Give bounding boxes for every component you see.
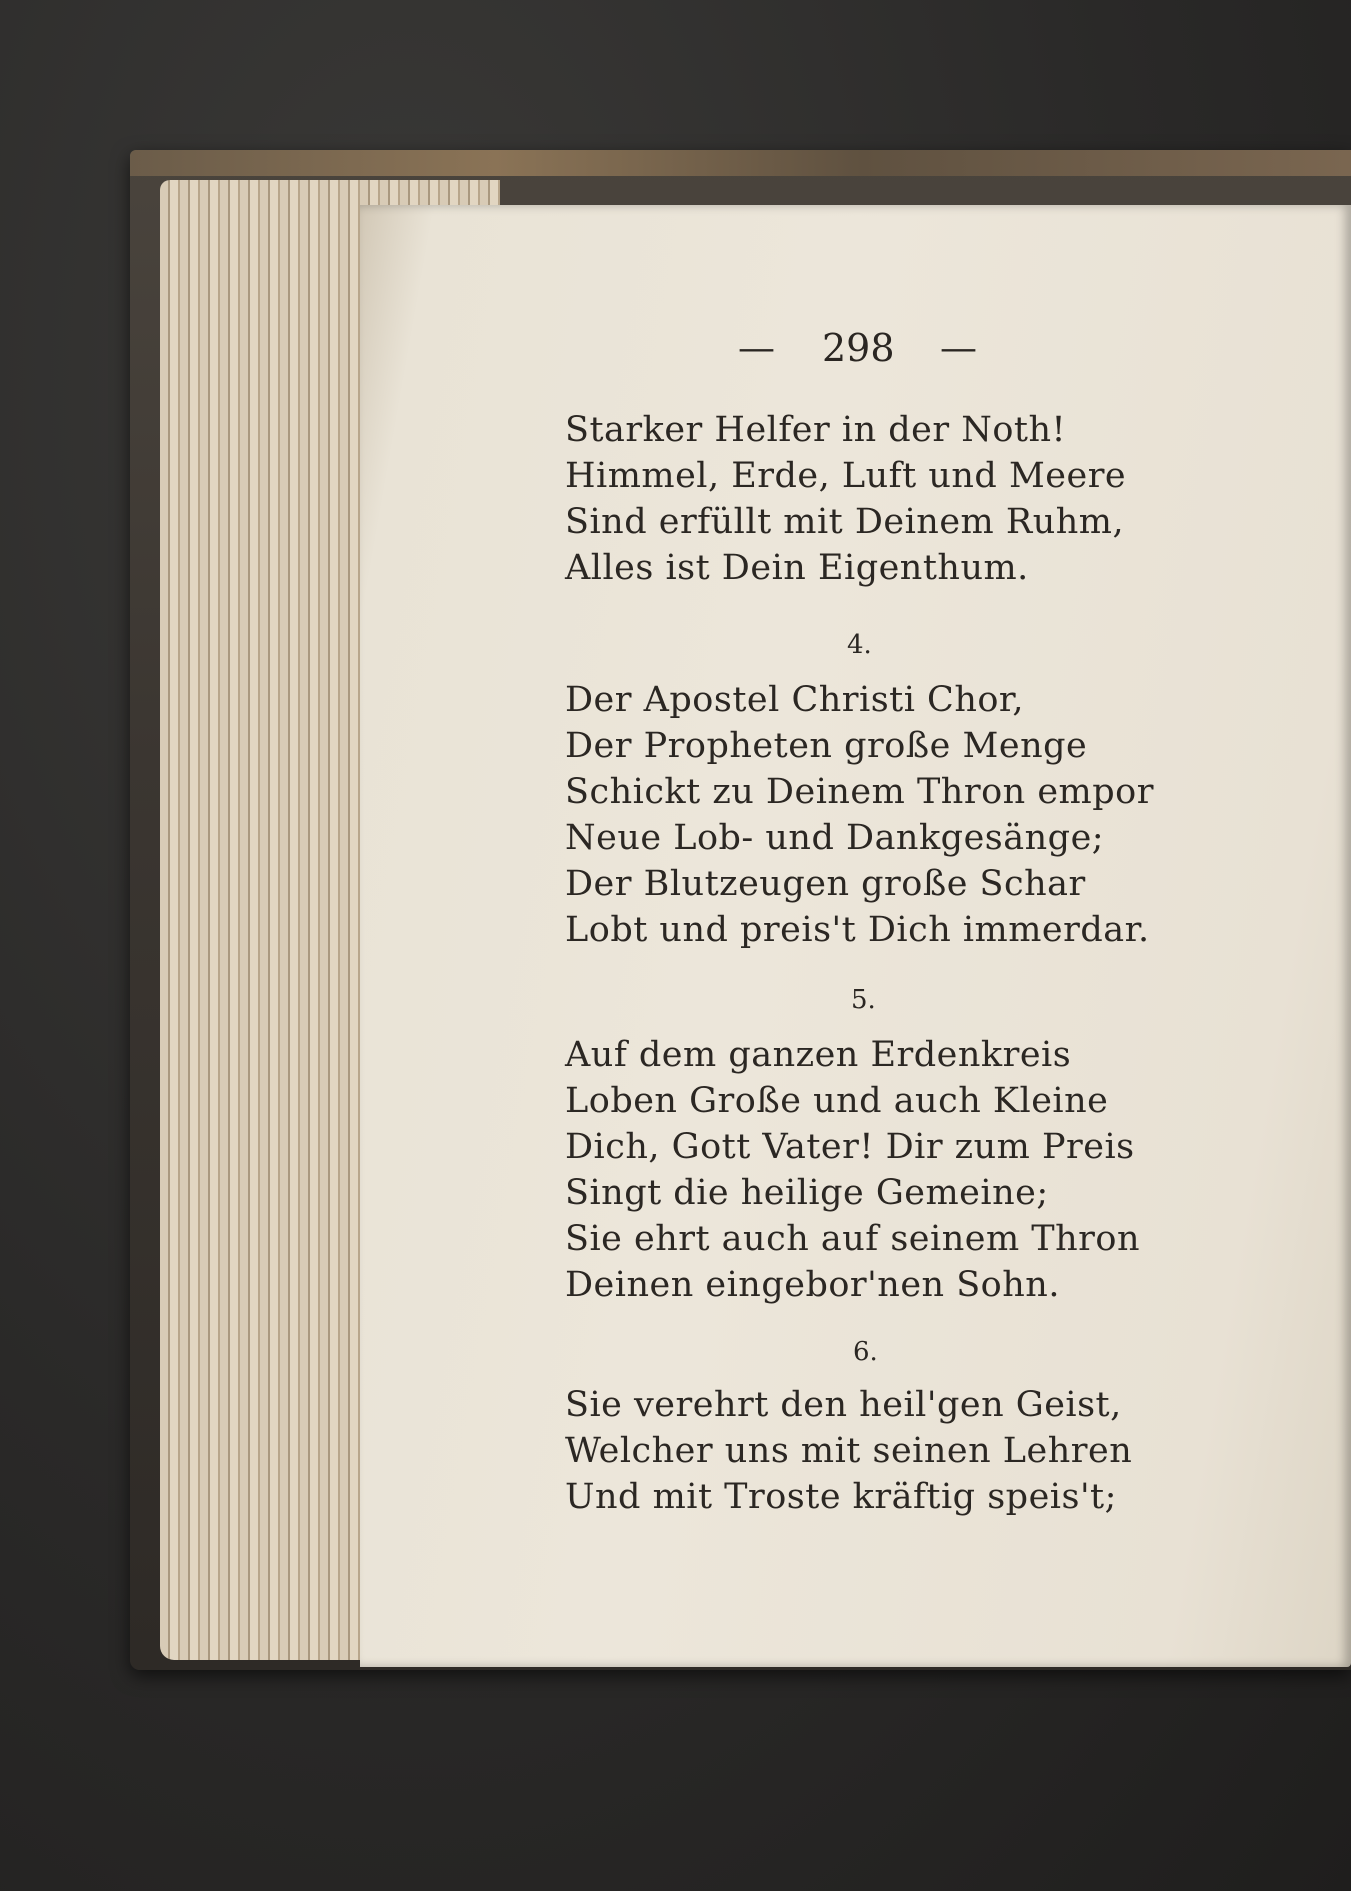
verse-line: Welcher uns mit seinen Lehren — [565, 1431, 1133, 1471]
verse-line: Auf dem ganzen Erdenkreis — [565, 1035, 1072, 1075]
verse-line: Deinen eingebor'nen Sohn. — [565, 1265, 1060, 1305]
verse-line: Alles ist Dein Eigenthum. — [565, 548, 1029, 588]
verse-line: Sind erfüllt mit Deinem Ruhm, — [565, 502, 1125, 542]
verse-line: Loben Große und auch Kleine — [565, 1081, 1109, 1121]
page-number-dash-left: — — [738, 326, 775, 369]
verse-line: Der Blutzeugen große Schar — [565, 864, 1086, 904]
verse-line: Sie verehrt den heil'gen Geist, — [565, 1385, 1122, 1425]
stanza-number: 4. — [847, 630, 872, 660]
verse-line: Schickt zu Deinem Thron empor — [565, 772, 1154, 812]
page-number: 298 — [822, 326, 895, 370]
verse-line: Sie ehrt auch auf seinem Thron — [565, 1219, 1141, 1259]
verse-line: Lobt und preis't Dich immerdar. — [565, 910, 1150, 950]
verse-line: Und mit Troste kräftig speis't; — [565, 1477, 1117, 1517]
verse-line: Singt die heilige Gemeine; — [565, 1173, 1049, 1213]
book-cover-edge — [130, 150, 1351, 176]
page-number-dash-right: — — [940, 326, 977, 369]
verse-line: Starker Helfer in der Noth! — [565, 410, 1067, 450]
stanza-number: 5. — [851, 985, 876, 1015]
stanza-number: 6. — [853, 1337, 878, 1367]
verse-line: Neue Lob- und Dankgesänge; — [565, 818, 1105, 858]
verse-line: Himmel, Erde, Luft und Meere — [565, 456, 1127, 496]
verse-line: Der Propheten große Menge — [565, 726, 1088, 766]
verse-line: Dich, Gott Vater! Dir zum Preis — [565, 1127, 1135, 1167]
verse-line: Der Apostel Christi Chor, — [565, 680, 1024, 720]
